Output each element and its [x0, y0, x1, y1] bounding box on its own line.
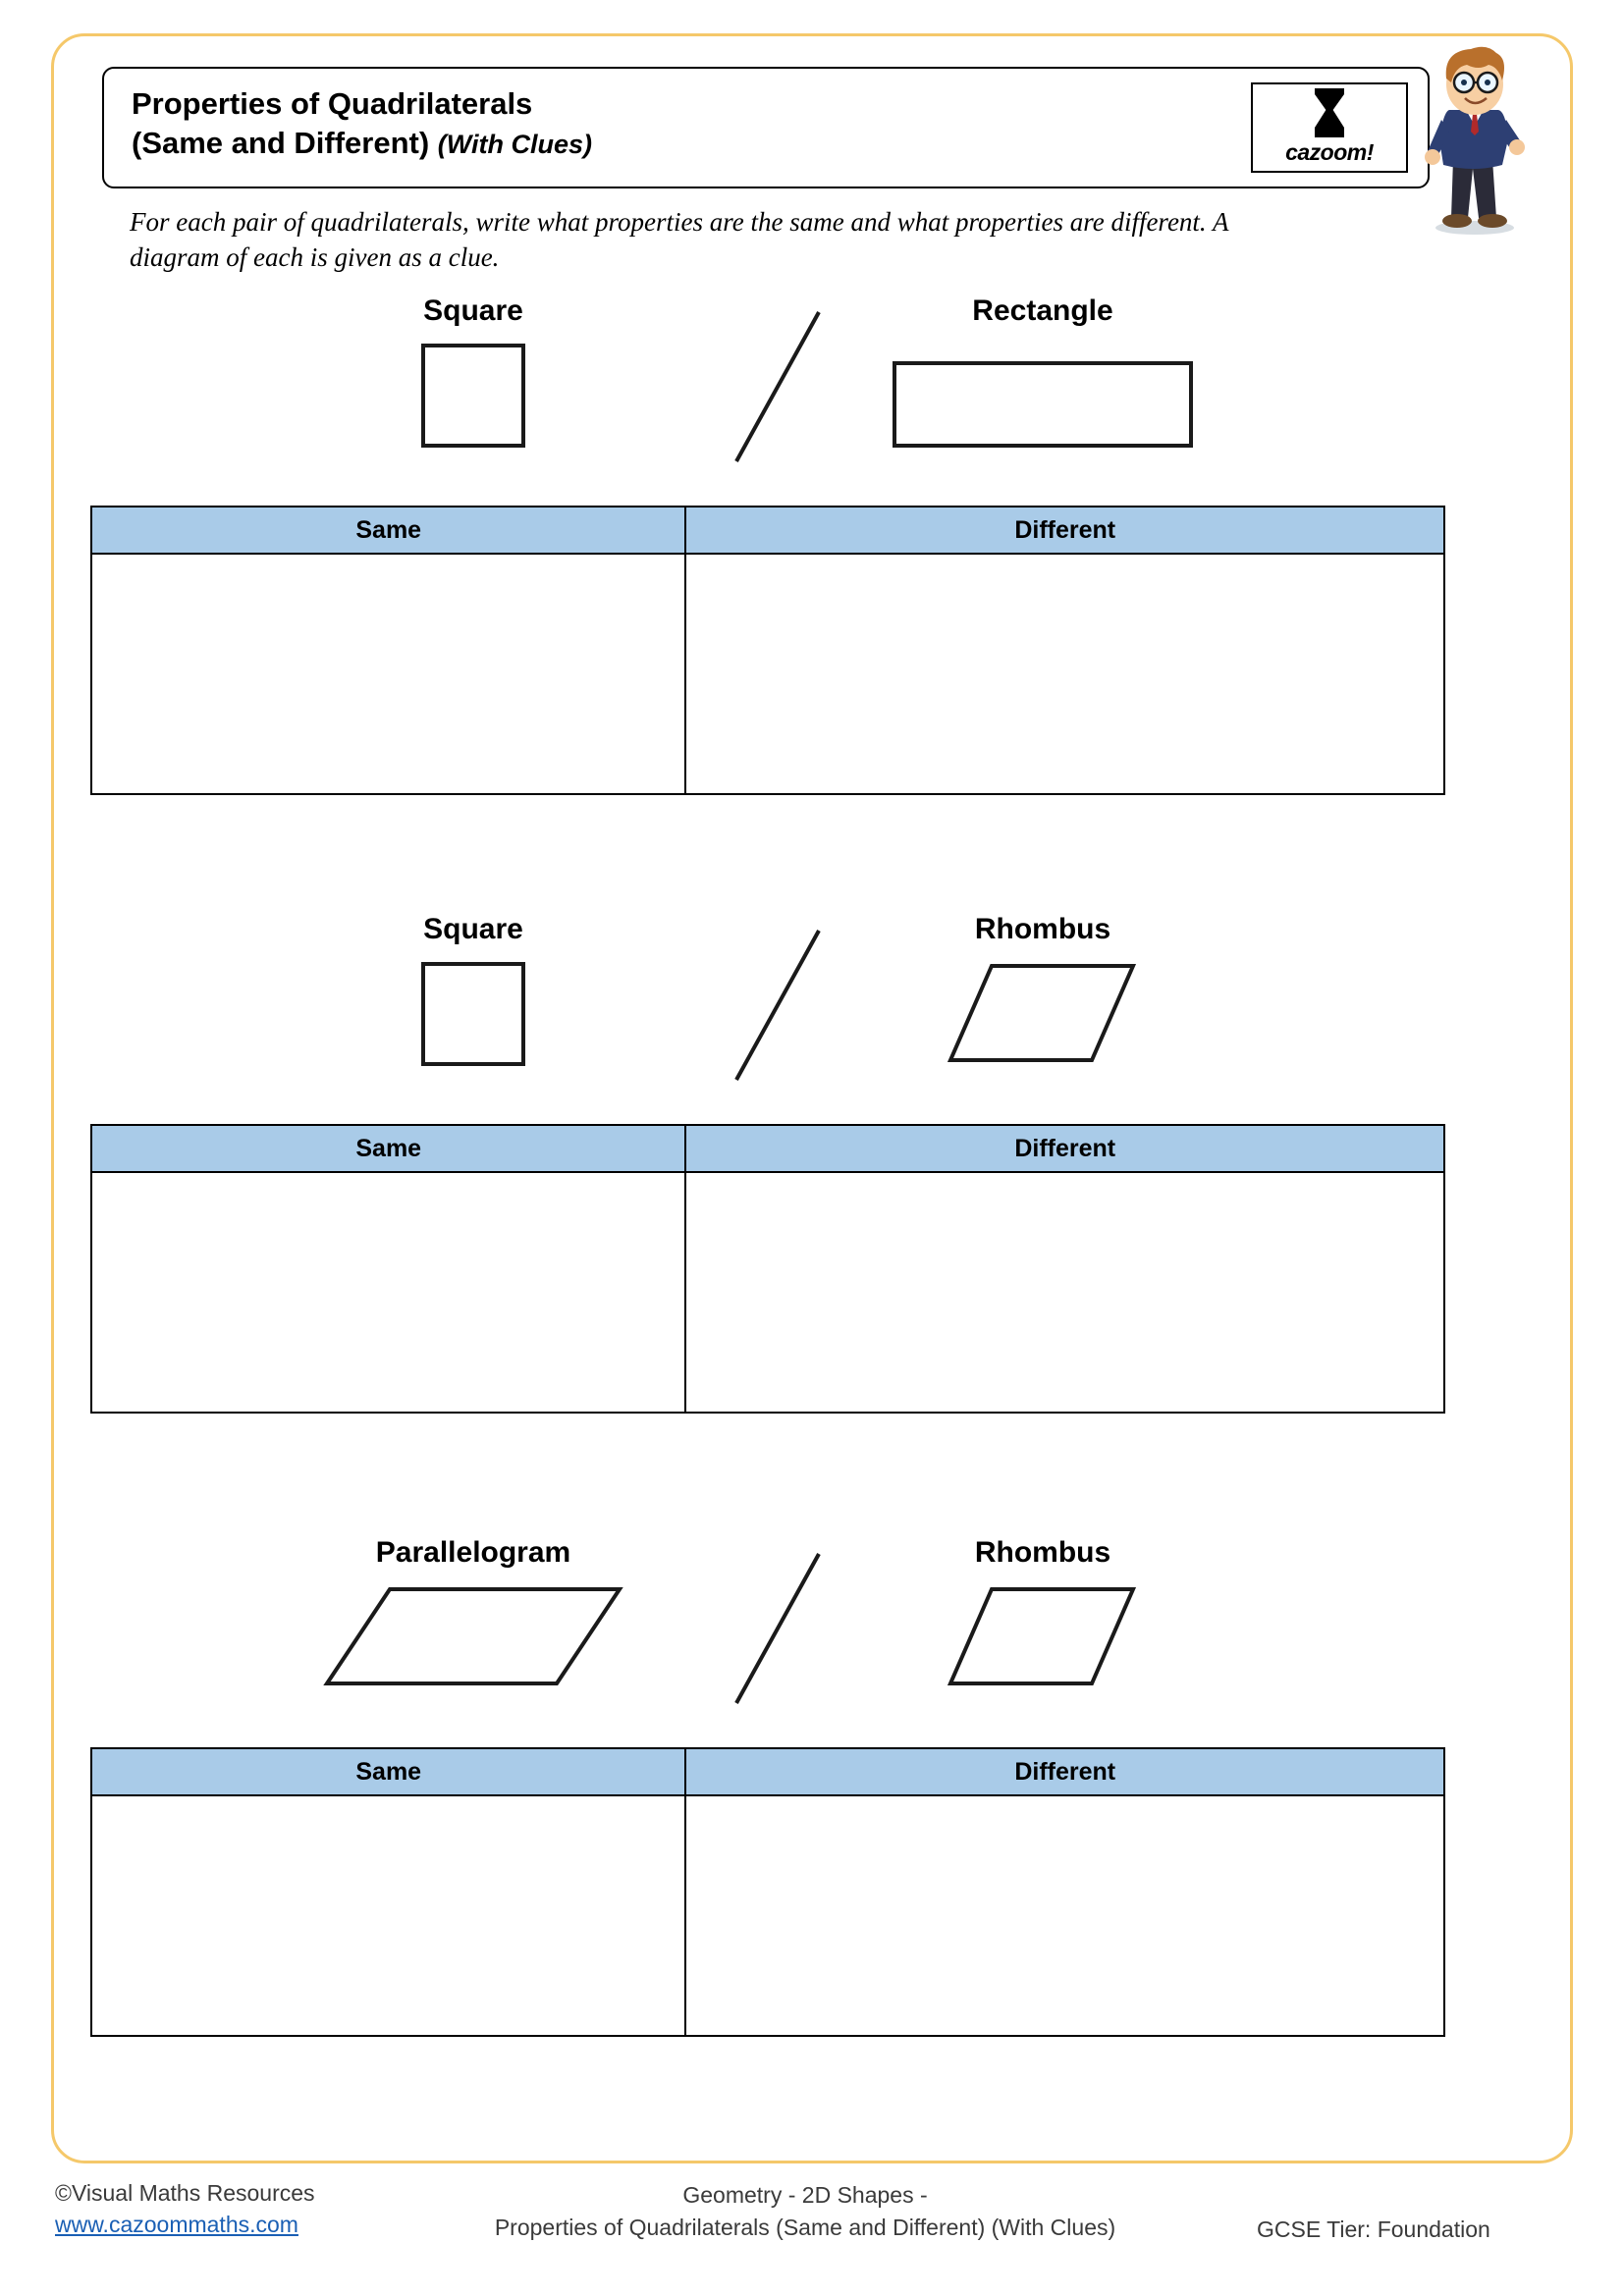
- header-different-1: Different: [1014, 515, 1116, 544]
- footer-copyright: ©Visual Maths Resources: [55, 2180, 315, 2206]
- page-title: [132, 84, 592, 164]
- page-footer: [0, 2177, 1624, 2285]
- parallelogram-shape: [267, 1583, 679, 1691]
- answer-different-3[interactable]: [686, 1796, 1443, 2035]
- footer-topic-line-1: Geometry - 2D Shapes -: [682, 2182, 928, 2208]
- footer-website-link[interactable]: www.cazoommaths.com: [55, 2212, 298, 2237]
- question-block-2: [90, 913, 1445, 1414]
- answer-table-header-2: [92, 1126, 1443, 1173]
- shape-label-left-1: Square: [423, 294, 523, 327]
- divider-slash-2: [719, 923, 837, 1095]
- title-line-1: Properties of Quadrilaterals: [132, 86, 533, 121]
- header-same-2: Same: [92, 1126, 686, 1171]
- answer-same-3[interactable]: [92, 1796, 686, 2035]
- instructions-text: For each pair of quadrilaterals, write what properties are the same and what properties are different. A diagram of each is given as a clue.: [130, 207, 1228, 272]
- rhombus-shape: [837, 1583, 1249, 1691]
- divider-slash-3: [719, 1546, 837, 1718]
- shape-row-1: [90, 294, 1445, 506]
- shape-label-left-3: Parallelogram: [375, 1536, 571, 1569]
- footer-center: [393, 2179, 1218, 2244]
- shape-row-3: [90, 1536, 1445, 1747]
- answer-table-header-3: [92, 1749, 1443, 1796]
- worksheet-header: [102, 67, 1430, 188]
- answer-table-body-1: [92, 555, 1443, 793]
- square-shape: [267, 342, 679, 450]
- shape-label-right-2: Rhombus: [974, 913, 1111, 945]
- shape-label-right-1: Rectangle: [972, 294, 1113, 327]
- answer-table-body-2: [92, 1173, 1443, 1412]
- rhombus-shape: [837, 960, 1249, 1068]
- answer-table-2: [90, 1124, 1445, 1414]
- header-different-2: Different: [1014, 1134, 1116, 1162]
- header-same-3: Same: [92, 1749, 686, 1794]
- footer-topic-line-2: Properties of Quadrilaterals (Same and Different) (With Clues): [494, 2215, 1116, 2240]
- footer-tier: GCSE Tier: Foundation: [1257, 2216, 1490, 2242]
- footer-left: [55, 2177, 315, 2240]
- title-line-2: (Same and Different): [132, 126, 430, 160]
- shape-row-2: [90, 913, 1445, 1124]
- answer-table-1: [90, 506, 1445, 795]
- shape-label-right-3: Rhombus: [974, 1536, 1111, 1569]
- square-shape: [267, 960, 679, 1068]
- answer-table-header-1: [92, 507, 1443, 555]
- answer-table-body-3: [92, 1796, 1443, 2035]
- header-same-1: Same: [92, 507, 686, 553]
- title-subtitle: (With Clues): [437, 130, 593, 159]
- rectangle-shape: [837, 342, 1249, 450]
- answer-same-1[interactable]: [92, 555, 686, 793]
- answer-different-1[interactable]: [686, 555, 1443, 793]
- question-block-3: [90, 1536, 1445, 2037]
- mascot-illustration: [1414, 41, 1543, 238]
- hourglass-icon: [1315, 88, 1344, 137]
- divider-slash-1: [719, 304, 837, 476]
- answer-different-2[interactable]: [686, 1173, 1443, 1412]
- header-different-3: Different: [1014, 1757, 1116, 1786]
- answer-same-2[interactable]: [92, 1173, 686, 1412]
- shape-label-left-2: Square: [423, 913, 523, 945]
- logo-text: cazoom!: [1285, 139, 1374, 165]
- question-block-1: [90, 294, 1445, 795]
- answer-table-3: [90, 1747, 1445, 2037]
- cazoom-logo: [1251, 82, 1408, 173]
